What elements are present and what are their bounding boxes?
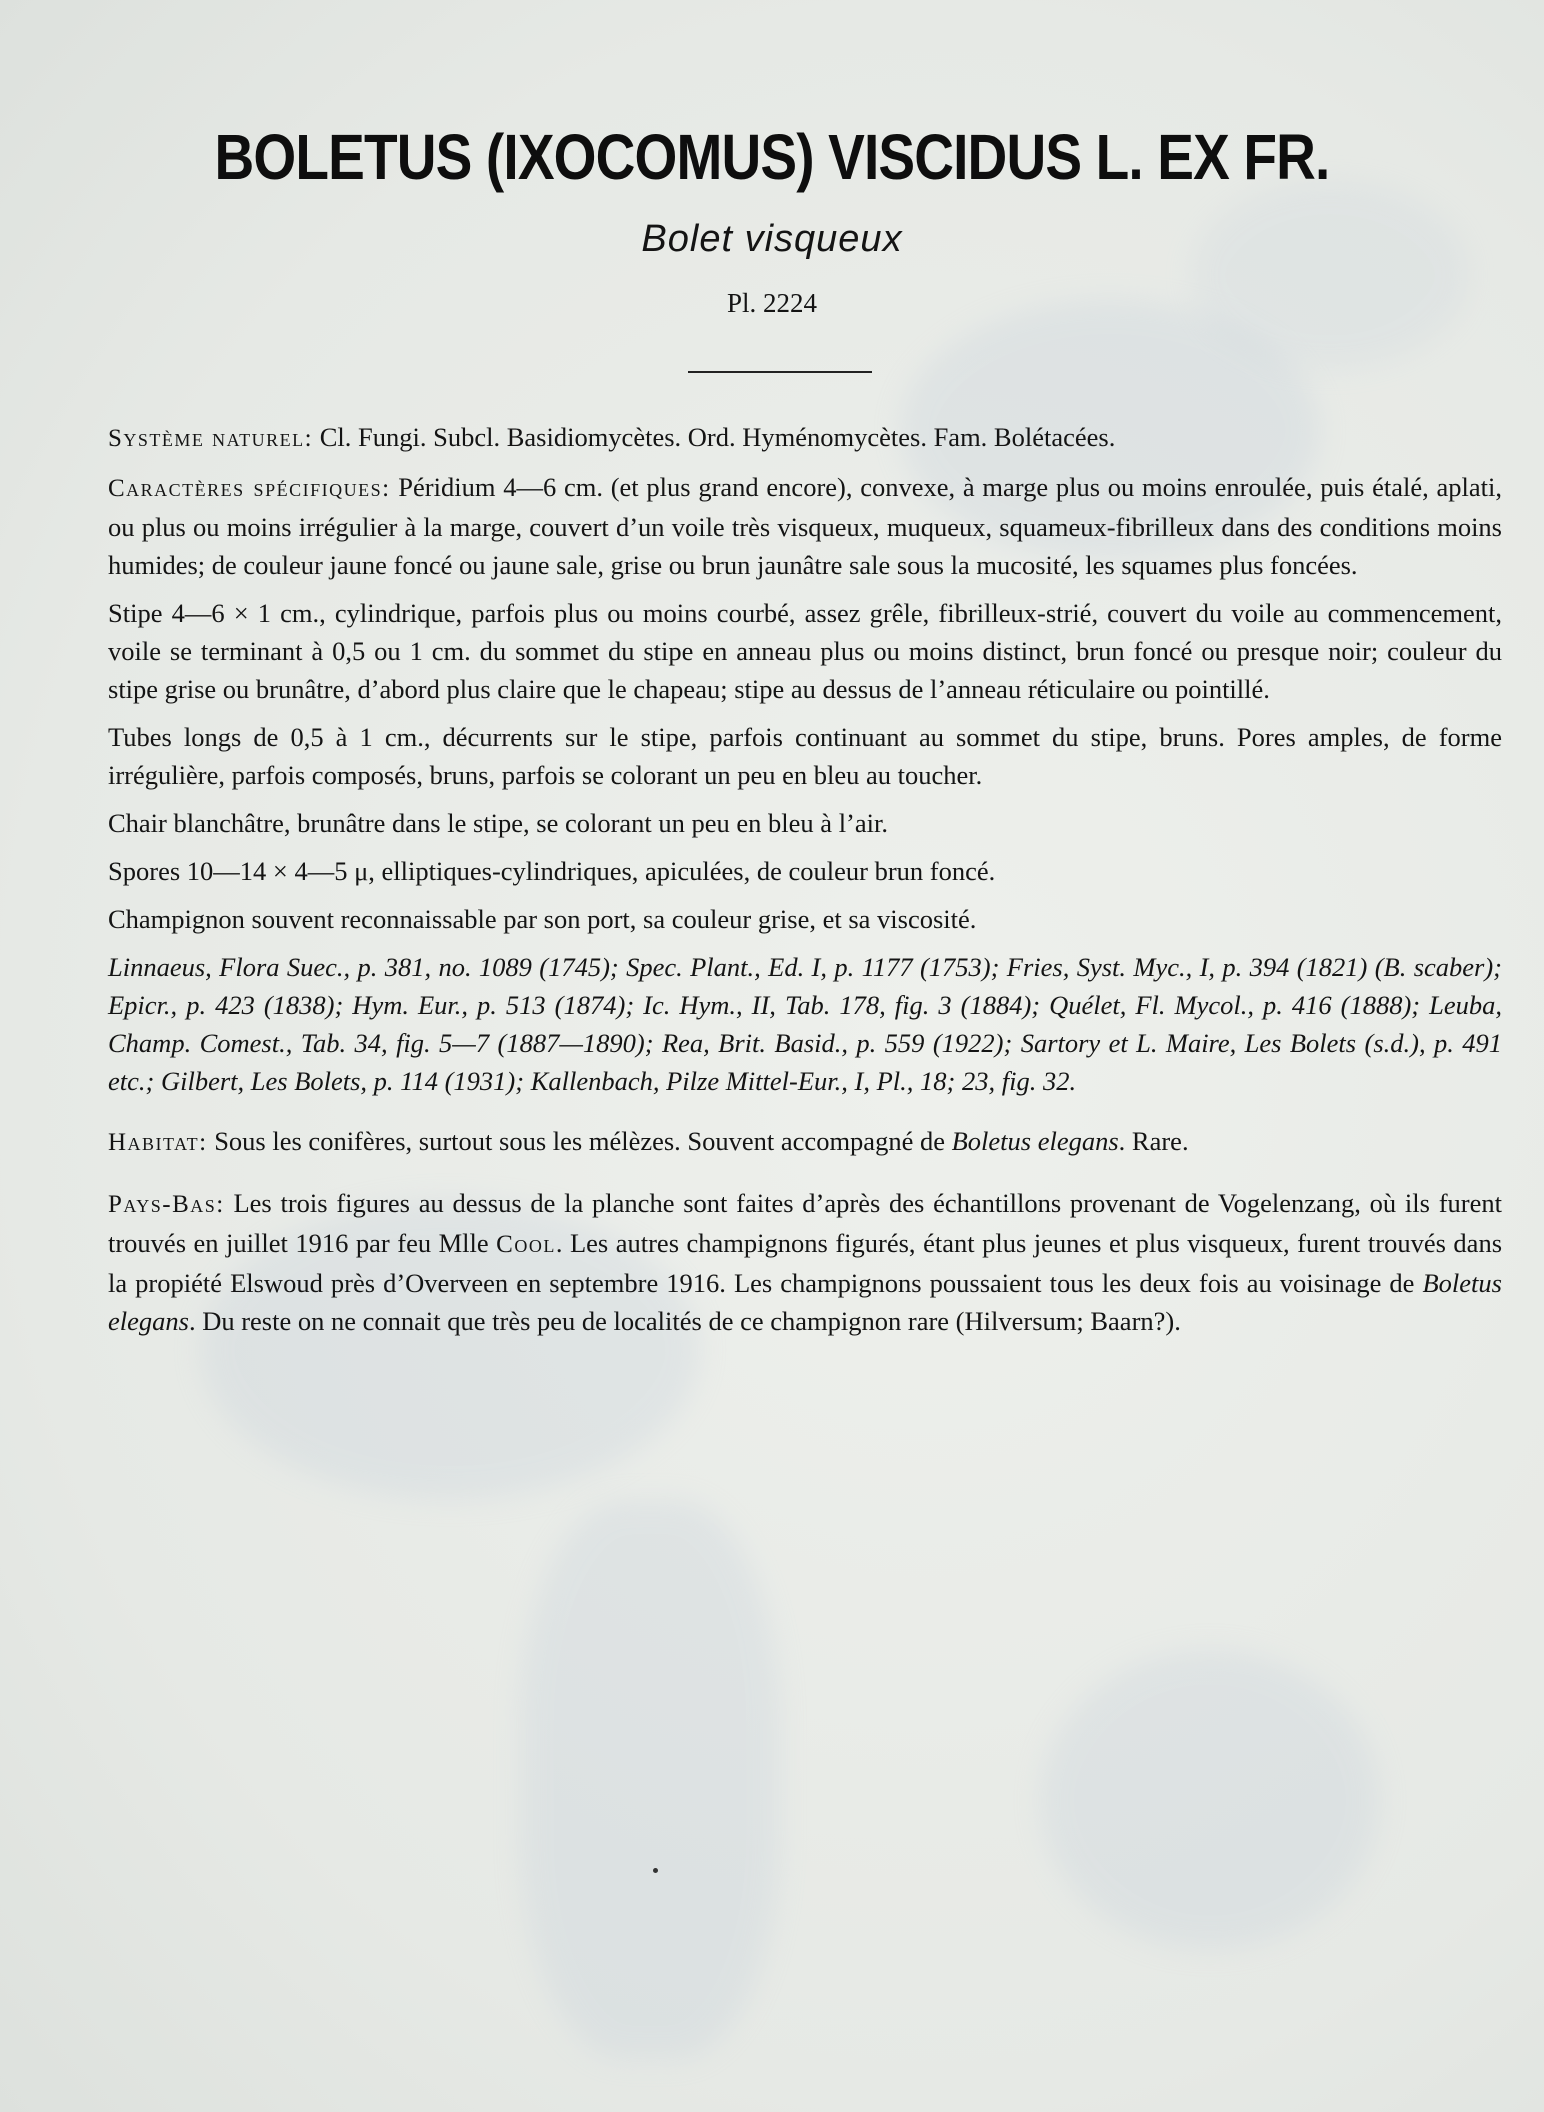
paragraph-tubes: Tubes longs de 0,5 à 1 cm., décurrents sur le stipe, parfois continuant au sommet du stipe, bruns. Pores amples, de forme irrégulière, parfois composés, bruns, parfois se colorant un peu en bleu au toucher. [108, 722, 1502, 790]
paragraph-references: Linnaeus, Flora Suec., p. 381, no. 1089 (1745); Spec. Plant., Ed. I, p. 1177 (1753); Fries, Syst. Myc., I, p. 394 (1821) (B. scaber); Epicr., p. 423 (1838); Hym. Eur., p. 513 (1874); Ic. Hym., II, Tab. 178, fig. 3 (1884); Quélet, Fl. Mycol., p. 416 (1888); Leuba, Champ. Comest., Tab. 34, fig. 5—7 (1887—1890); Rea, Brit. Basid., p. 559 (1922); Sartory et L. Maire, Les Bolets (s.d.), p. 491 etc.; Gilbert, Les Bolets, p. 114 (1931); Kallenbach, Pilze Mittel-Eur., I, Pl., 18; 23, fig. 32. [108, 952, 1502, 1096]
body-text [108, 418, 1502, 1350]
species-name: Boletus elegans [108, 1268, 1502, 1336]
paragraph-text: . Du reste on ne connait que très peu de localités de ce champignon rare (Hilversum; Baarn?). [188, 1306, 1181, 1336]
page-title: BOLETUS (IXOCOMUS) VISCIDUS L. EX FR. [214, 121, 1330, 193]
bleed-through-shape [520, 1500, 780, 2060]
paragraph-habitat [108, 1122, 1502, 1162]
paragraph-text: Cl. Fungi. Subcl. Basidiomycètes. Ord. Hyménomycètes. Fam. Bolétacées. [313, 422, 1116, 452]
bleed-through-shape [1040, 1650, 1380, 1950]
paragraph-text: . Les autres champignons figurés, étant plus jeunes et plus visqueux, furent trouvés dans la propiété Elswoud près d’Overveen en septembre 1916. Les champignons poussaient tous les deux fois au voisinage de [108, 1228, 1503, 1298]
paragraph-text: Sous les conifères, surtout sous les mélèzes. Souvent accompagné de [207, 1126, 952, 1156]
section-label: Habitat: [108, 1129, 208, 1156]
common-name: Bolet visqueux [641, 218, 903, 260]
paragraph-stipe: Stipe 4—6 × 1 cm., cylindrique, parfois plus ou moins courbé, assez grêle, fibrilleux-strié, couvert du voile au commencement, voile se terminant à 0,5 ou 1 cm. du sommet du stipe en anneau plus ou moins distinct, brun foncé ou presque noir; couleur du stipe grise ou brunâtre, d’abord plus claire que le chapeau; stipe au dessus de l’anneau réticulaire ou pointillé. [108, 598, 1502, 704]
paragraph-text: Les trois figures au dessus de la planche sont faites d’après des échantillons provenant de Vogelenzang, où ils furent trouvés en juillet 1916 par feu Mlle [108, 1188, 1502, 1258]
paragraph-paysbas [108, 1184, 1502, 1340]
section-label: Pays-Bas: [108, 1191, 225, 1218]
plate-number: Pl. 2224 [726, 288, 818, 318]
section-label: Système naturel: [108, 425, 314, 452]
paragraph-spores: Spores 10—14 × 4—5 μ, elliptiques-cylindriques, apiculées, de couleur brun foncé. [108, 856, 996, 886]
paragraph-text: Péridium 4—6 cm. (et plus grand encore), convexe, à marge plus ou moins enroulée, puis étalé, aplati, ou plus ou moins irrégulier à la marge, couvert d’un voile très visqueux, muqueux, squameux-fibrilleux dans des conditions moins humides; de couleur jaune foncé ou jaune sale, grise ou brun jaunâtre sale sous la mucosité, les squames plus foncées. [108, 472, 1502, 580]
paragraph-champignon: Champignon souvent reconnaissable par son port, sa couleur grise, et sa viscosité. [108, 904, 977, 934]
divider [688, 371, 872, 373]
bleed-through-shape [1190, 180, 1470, 370]
paragraph-systeme [108, 418, 1502, 458]
paragraph-caracteres [108, 468, 1502, 584]
species-name: Boletus elegans [951, 1126, 1119, 1156]
paragraph-text: . Rare. [1118, 1126, 1189, 1156]
section-label: Caractères spécifiques: [108, 475, 391, 502]
person-name: Cool [496, 1231, 556, 1258]
page-dot [653, 1868, 658, 1873]
paragraph-chair: Chair blanchâtre, brunâtre dans le stipe, se colorant un peu en bleu à l’air. [108, 808, 888, 838]
